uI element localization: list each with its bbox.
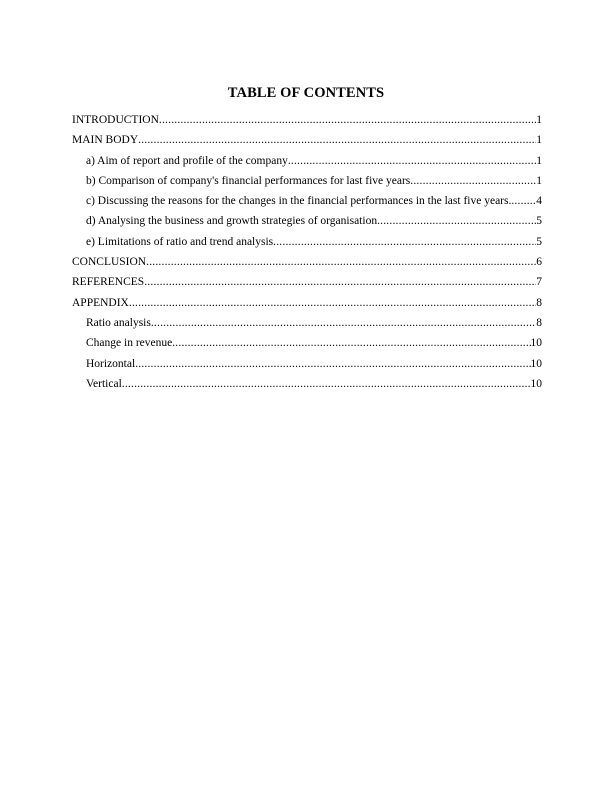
toc-dot-leader [138, 132, 536, 148]
toc-entry-vertical[interactable] [72, 376, 542, 396]
toc-list [72, 112, 542, 396]
toc-dot-leader [151, 315, 536, 331]
toc-entry-comparison[interactable] [72, 173, 542, 193]
toc-entry-text: Vertical [86, 377, 122, 390]
toc-page-number: 10 [530, 377, 542, 390]
toc-entry-text: CONCLUSION [72, 256, 147, 269]
toc-page-number: 1 [536, 114, 542, 126]
toc-entry-change-in-revenue[interactable] [72, 335, 542, 355]
toc-entry-appendix[interactable] [72, 295, 542, 315]
toc-entry-reasons-for-changes[interactable] [72, 193, 542, 213]
toc-entry-text: APPENDIX [72, 296, 129, 309]
toc-entry-text: c) Discussing the reasons for the changes in the financial performances in the last five years. [86, 195, 512, 208]
toc-title: TABLE OF CONTENTS [227, 85, 385, 101]
toc-dot-leader [122, 376, 531, 392]
toc-dot-leader [172, 335, 530, 351]
toc-dot-leader [159, 112, 536, 128]
toc-entry-ratio-analysis[interactable] [72, 315, 542, 335]
toc-dot-leader [273, 234, 536, 250]
toc-entry-text: INTRODUCTION [72, 114, 159, 126]
toc-dot-leader [410, 173, 536, 189]
toc-entry-limitations[interactable] [72, 234, 542, 254]
toc-page-number: 1 [536, 134, 542, 147]
toc-dot-leader [511, 193, 536, 209]
toc-page-number: 1 [536, 154, 542, 167]
toc-entry-growth-strategies[interactable] [72, 213, 542, 233]
toc-entry-text: d) Analysing the business and growth strategies of organisation [86, 215, 378, 228]
toc-dot-leader [146, 254, 536, 270]
toc-dot-leader [144, 274, 536, 290]
toc-entry-aim-of-report[interactable] [72, 153, 542, 173]
toc-entry-text: REFERENCES [72, 276, 145, 289]
toc-entry-text: a) Aim of report and profile of the company [86, 154, 288, 167]
toc-entry-text: Ratio analysis [86, 316, 151, 329]
toc-page-number: 8 [536, 296, 542, 309]
toc-entry-text: Change in revenue [86, 337, 173, 350]
toc-page-number: 10 [530, 357, 542, 370]
toc-dot-leader [135, 356, 530, 372]
toc-page-number: 6 [536, 256, 542, 269]
toc-entry-text: e) Limitations of ratio and trend analysis [86, 235, 274, 248]
toc-entry-horizontal[interactable] [72, 356, 542, 376]
toc-page-number: 1 [536, 174, 542, 187]
toc-page-number: 10 [530, 337, 542, 350]
toc-page-number: 5 [536, 235, 542, 248]
toc-dot-leader [288, 153, 536, 169]
toc-entry-references[interactable] [72, 274, 542, 294]
toc-page-number: 8 [536, 316, 542, 329]
toc-entry-conclusion[interactable] [72, 254, 542, 274]
toc-entry-text: b) Comparison of company's financial performances for last five years [86, 174, 411, 187]
toc-page-number: 5 [536, 215, 542, 228]
toc-dot-leader [129, 295, 536, 311]
toc-dot-leader [377, 213, 536, 229]
toc-entry-main-body[interactable] [72, 132, 542, 152]
toc-entry-text: MAIN BODY [72, 134, 139, 147]
toc-page-number: 7 [536, 276, 542, 289]
toc-page-number: 4 [536, 195, 542, 208]
toc-entry-introduction[interactable] [72, 112, 542, 132]
toc-entry-text: Horizontal [86, 357, 136, 370]
